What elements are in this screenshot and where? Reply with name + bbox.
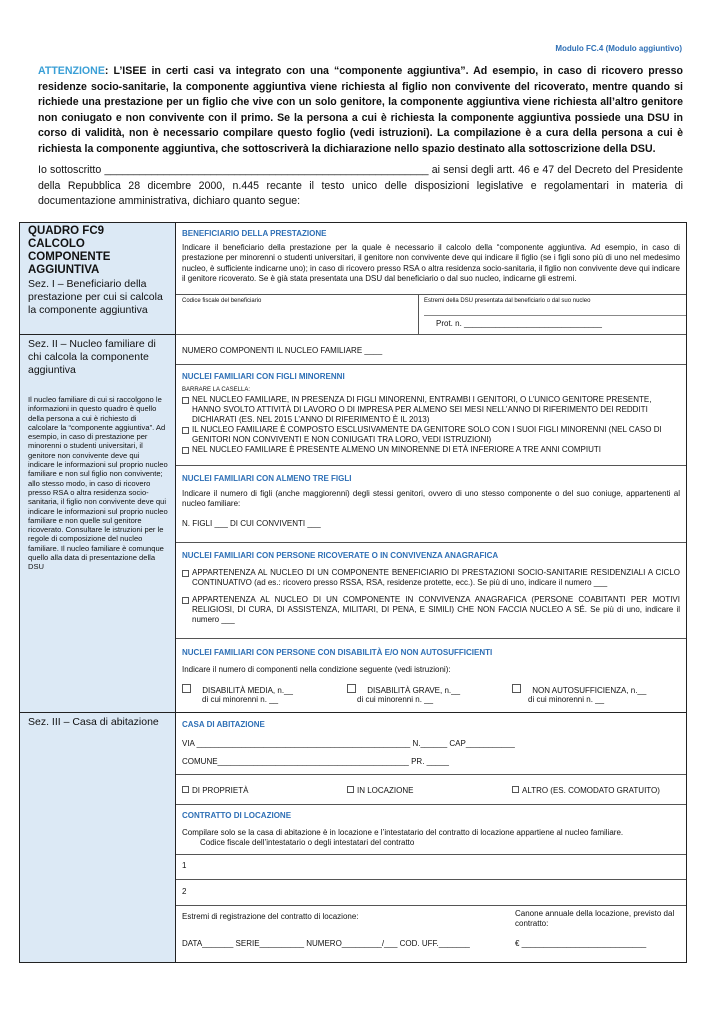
option-text: NEL NUCLEO FAMILIARE È PRESENTE ALMENO UN MINORENNE DI ETÀ INFERIORE A TRE ANNI COMPIUTI — [192, 445, 601, 454]
minorenni-heading: NUCLEI FAMILIARI CON FIGLI MINORENNI — [182, 372, 345, 381]
checkbox[interactable] — [182, 427, 189, 434]
checkbox[interactable] — [182, 597, 189, 604]
checkbox[interactable] — [182, 570, 189, 577]
contratto-row-2[interactable] — [176, 880, 686, 906]
casa-heading: CASA DI ABITAZIONE — [182, 720, 265, 729]
tre-figli-block — [176, 466, 686, 543]
option-altro[interactable] — [512, 786, 660, 795]
checkbox[interactable] — [347, 684, 356, 693]
option-text: IN LOCAZIONE — [357, 786, 414, 795]
left-sez1 — [20, 223, 176, 335]
checkbox[interactable] — [182, 447, 189, 454]
codice-fiscale-beneficiario-label: Codice fiscale del beneficiario — [182, 298, 262, 304]
sez1-label: Sez. I – Beneficiario della prestazione per cui si calcola la componente aggiuntiva — [28, 278, 163, 316]
non-autosufficienza[interactable] — [512, 684, 646, 704]
option-sub: di cui minorenni n. __ — [202, 695, 279, 704]
option-label: DISABILITÀ GRAVE, n.__ — [367, 686, 461, 695]
canone-field[interactable]: € ____________________________ — [515, 939, 647, 948]
beneficiario-heading: BENEFICIARIO DELLA PRESTAZIONE — [182, 229, 327, 238]
option-text: ALTRO (ES. COMODATO GRATUITO) — [522, 786, 660, 795]
numero-componenti-block — [176, 335, 686, 365]
prot-field[interactable]: Prot. n. _______________________________ — [436, 319, 602, 328]
tre-figli-heading: NUCLEI FAMILIARI CON ALMENO TRE FIGLI — [182, 474, 352, 483]
attenzione-paragraph — [38, 64, 683, 158]
disabilita-media[interactable] — [182, 684, 293, 704]
registrazione-block — [176, 906, 686, 964]
checkbox[interactable] — [512, 786, 519, 793]
quadro-fc9-frame — [19, 222, 687, 963]
option-text: APPARTENENZA AL NUCLEO DI UN COMPONENTE BENEFICIARIO DI PRESTAZIONI SOCIO-SANITARIE RESIDENZIALI A CICLO CONTINUATIVO (ad es.: ricovero presso RSSA, RSA, residenze protette, ecc.). Se più di uno, indicare il numero ___ — [192, 568, 680, 587]
sez3-label: Sez. III – Casa di abitazione — [28, 716, 159, 728]
checkbox[interactable] — [347, 786, 354, 793]
contratto-heading: CONTRATTO DI LOCAZIONE — [182, 811, 292, 820]
contratto-row-1[interactable] — [176, 855, 686, 880]
estremi-dsu-label: Estremi della DSU presentata dal beneficiario o dal suo nucleo — [424, 298, 591, 304]
option-text: NEL NUCLEO FAMILIARE, IN PRESENZA DI FIGLI MINORENNI, ENTRAMBI I GENITORI, O L’UNICO GENITORE PRESENTE, HANNO SVOLTO ATTIVITÀ DI LAVORO O DI IMPRESA PER ALMENO SEI MESI NELL’ANNO DI RIFERIMENTO DEI REDDITI DICHIARATI (ES. NEL 2015 L’ANNO DI RIFERIMENTO È IL 2013) — [192, 395, 652, 424]
option-sub: di cui minorenni n. __ — [528, 695, 605, 704]
numero-componenti-field[interactable]: NUMERO COMPONENTI IL NUCLEO FAMILIARE ____ — [182, 346, 383, 355]
contratto-text2: Codice fiscale dell’intestatario o degli intestatari del contratto — [200, 838, 415, 848]
attenzione-keyword: ATTENZIONE — [38, 65, 105, 77]
contratto-text1: Compilare solo se la casa di abitazione è in locazione e l’intestatario del contratto di locazione appartiene al nucleo familiare. — [182, 828, 624, 837]
n-figli-field[interactable]: N. FIGLI ___ DI CUI CONVIVENTI ___ — [182, 518, 321, 528]
option-text: IL NUCLEO FAMILIARE È COMPOSTO ESCLUSIVAMENTE DA GENITORE SOLO CON I SUOI FIGLI MINORENNI (NEL CASO DI GENITORI NON CONVIVENTI E NON CONIUGATI TRA LORO, VEDI ISTRUZIONI) — [192, 425, 662, 444]
beneficiario-text: Indicare il beneficiario della prestazione per la quale è necessario il calcolo della “componente aggiuntiva. Ad esempio, in caso di prestazione per minorenni o studenti universitari, il genitore non convivente deve qui indicare il figlio (se i figli sono più di uno nel medesimo nucleo, è sufficiente indicarne uno); in caso di ricovero presso RSA o altra residenza socio-sanitaria, il figlio non convivente deve qui indicare il genitore ricoverato. Se è già stata presentata una DSU dal beneficiario o dal suo nucleo, indicarne gli estremi. — [182, 243, 680, 283]
comune-field[interactable]: COMUNE___________________________________________ PR. _____ — [182, 757, 449, 766]
ricoverate-option-1[interactable] — [182, 568, 680, 588]
option-label: NON AUTOSUFFICIENZA, n.__ — [532, 686, 647, 695]
minorenni-option-3[interactable] — [182, 445, 680, 455]
estremi-label: Estremi di registrazione del contratto di locazione: — [182, 912, 359, 921]
tre-figli-text: Indicare il numero di figli (anche maggiorenni) degli stessi genitori, ovvero di uno stesso componente o del suo coniuge, appartenenti al nucleo familiare: — [182, 489, 680, 509]
row-number: 1 — [182, 861, 187, 870]
right-column — [176, 223, 686, 962]
minorenni-block — [176, 365, 686, 466]
disabilita-block — [176, 639, 686, 713]
option-text: APPARTENENZA AL NUCLEO DI UN COMPONENTE IN CONVIVENZA ANAGRAFICA (PERSONE COABITANTI PER MOTIVI RELIGIOSI, DI CURA, DI ASSISTENZA, MILITARI, DI PENA, E SIMILI) CHE NON FACCIA NUCLEO A SÉ. Se più di uno, indicare il numero ___ — [192, 595, 680, 624]
via-field[interactable]: VIA ________________________________________________ N.______ CAP___________ — [182, 739, 515, 748]
ricoverate-heading: NUCLEI FAMILIARI CON PERSONE RICOVERATE O IN CONVIVENZA ANAGRAFICA — [182, 551, 499, 560]
sez2-label: Sez. II – Nucleo familiare di chi calcola la componente aggiuntiva — [28, 338, 156, 376]
left-sez2 — [20, 335, 176, 713]
quadro-title: QUADRO FC9 CALCOLO COMPONENTE AGGIUNTIVA — [28, 225, 111, 276]
beneficiario-block — [176, 223, 686, 335]
option-locazione[interactable] — [347, 786, 413, 795]
option-proprieta[interactable] — [182, 786, 248, 795]
ricoverate-block — [176, 543, 686, 639]
option-label: DISABILITÀ MEDIA, n.__ — [202, 686, 293, 695]
modulo-label: Modulo FC.4 (Modulo aggiuntivo) — [555, 44, 682, 53]
contratto-block — [176, 805, 686, 855]
disabilita-text: Indicare il numero di componenti nella condizione seguente (vedi istruzioni): — [182, 665, 451, 674]
sez2-note: Il nucleo familiare di cui si raccolgono le informazioni in questo quadro è quello della persona a cui è richiesto di calcolare la “componente aggiuntiva”. Ad esempio, in caso di prestazione per minorenni o studenti universitari, il genitore non convivente deve qui indicare le informazioni sul proprio nucleo familiare e non sul figlio non convivente; allo stesso modo, in caso di ricovero presso RSA o altra residenza socio-sanitaria, il figlio non convivente deve qui indicare le informazioni sul proprio nucleo familiare e non quelle sul genitore ricoverato. Consultare le istruzioni per le regole di composizione del nucleo familiare. Il nucleo familiare è comunque quello alla data di presentazione della DSU — [28, 395, 168, 572]
option-sub: di cui minorenni n. __ — [357, 695, 434, 704]
sottoscritto-paragraph: Io sottoscritto _______________________________________________________ ai sensi degli artt. 46 e 47 del Decreto del Presidente della Repubblica 28 dicembre 2000, n.445 recante il testo unico delle disposizioni legislative e regolamentari in materia di documentazione amministrativa, dichiaro quanto segue: — [38, 164, 683, 208]
casa-block — [176, 713, 686, 775]
row-number: 2 — [182, 887, 187, 896]
checkbox[interactable] — [512, 684, 521, 693]
checkbox[interactable] — [182, 786, 189, 793]
checkbox[interactable] — [182, 684, 191, 693]
disabilita-heading: NUCLEI FAMILIARI CON PERSONE CON DISABILITÀ E/O NON AUTOSUFFICIENTI — [182, 648, 493, 657]
minorenni-option-2[interactable] — [182, 425, 680, 445]
attenzione-text: : L’ISEE in certi casi va integrato con una “componente aggiuntiva”. Ad esempio, in caso di ricovero presso residenze socio-sanitarie, la componente aggiuntiva viene richiesta al figlio non convivente del ricoverato, mentre quando si richiede una prestazione per un figlio che vive con un solo genitore, la componente aggiuntiva viene richiesta all’altro genitore non coniugato e non convivente con il primo. Se la persona a cui è richiesta la componente aggiuntiva possiede una DSU in corso di validità, non è necessario compilare questo foglio (vedi istruzioni). La compilazione è a cura della persona a cui è richiesta la componente aggiuntiva, che sottoscriverà la dichiarazione nello spazio destinato alla sottoscrizione della DSU. — [38, 65, 683, 155]
minorenni-option-1[interactable] — [182, 395, 680, 425]
left-sez3 — [20, 713, 176, 963]
casa-options-block — [176, 775, 686, 805]
left-column — [20, 223, 176, 962]
data-serie-numero-field[interactable]: DATA_______ SERIE__________ NUMERO_________/___ COD. UFF._______ — [182, 939, 470, 948]
canone-label: Canone annuale della locazione, previsto dal contratto: — [515, 909, 675, 928]
checkbox[interactable] — [182, 397, 189, 404]
disabilita-grave[interactable] — [347, 684, 460, 704]
option-text: DI PROPRIETÀ — [192, 786, 249, 795]
ricoverate-option-2[interactable] — [182, 595, 680, 625]
barrare-label: BARRARE LA CASELLA: — [182, 387, 251, 393]
